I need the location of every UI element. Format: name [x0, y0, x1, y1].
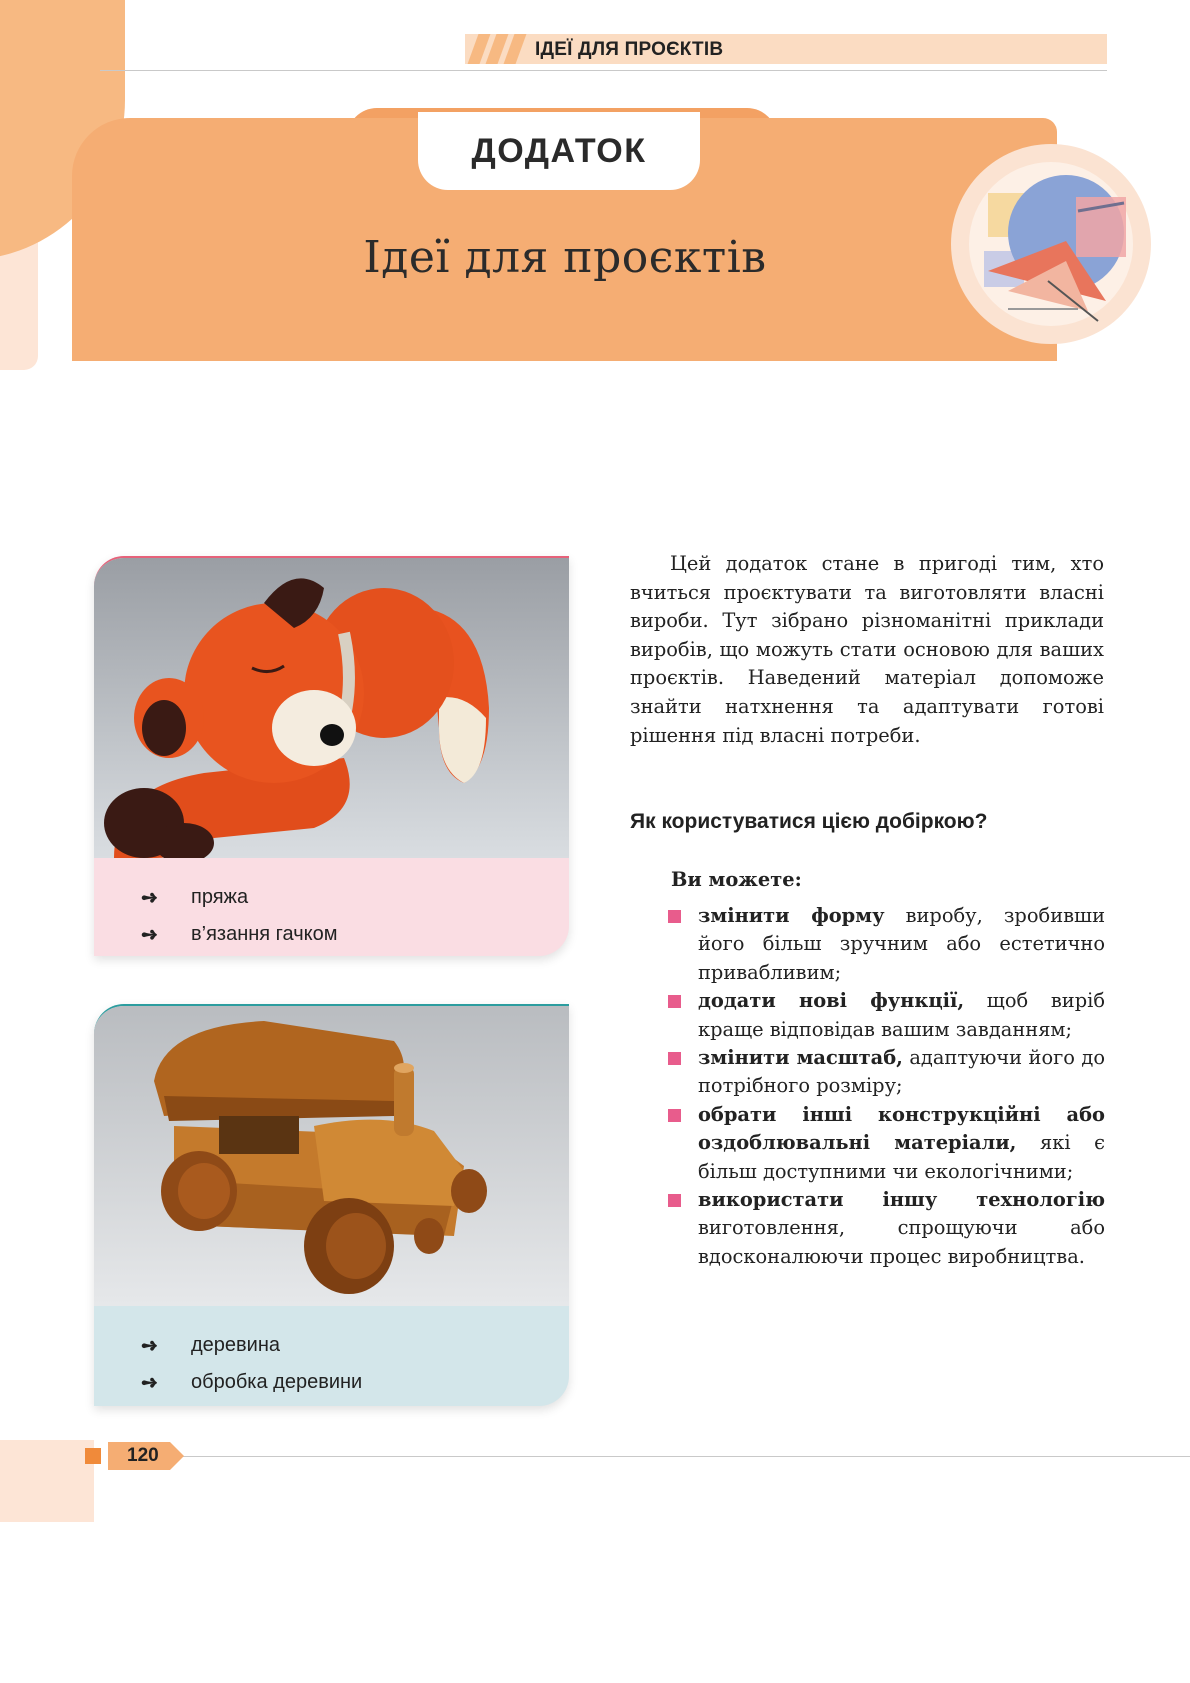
- list-item-emphasis: додати нові функції,: [698, 989, 965, 1013]
- list-item-label: в’язання гачком: [191, 923, 338, 945]
- square-bullet-icon: [668, 1109, 681, 1122]
- header-stripes-decoration: [465, 34, 535, 64]
- list-item-emphasis: використати іншу технологію: [698, 1188, 1105, 1212]
- list-item-label: деревина: [191, 1334, 281, 1356]
- running-header: [465, 34, 1107, 64]
- list-item-emphasis: обрати інші конструкційні або оздоблювальні матеріали,: [698, 1102, 1105, 1155]
- list-item: [668, 1044, 1105, 1101]
- arrow-icon: ➺: [141, 1335, 158, 1357]
- square-bullet-icon: [668, 910, 681, 923]
- list-item-text: виготовлення, спрощуючи або вдосконалюючи процес виробництва.: [698, 1216, 1105, 1268]
- list-item: [668, 1101, 1105, 1186]
- footer-square-icon: [85, 1448, 101, 1464]
- appendix-tab-label: ДОДАТОК: [418, 112, 700, 190]
- intro-paragraph: Цей додаток стане в пригоді тим, хто вчиться проєктувати та виготовляти власні вироби. Тут зібрано різноманітні приклади виробів, що можуть стати основою для ваших проєктів. Наведений матеріал допоможе знайти натхнення та адаптувати готові рішення під власні потреби.: [630, 552, 1104, 747]
- square-bullet-icon: [668, 1052, 681, 1065]
- list-item: [668, 1186, 1105, 1271]
- square-bullet-icon: [668, 995, 681, 1008]
- list-item-label: пряжа: [191, 886, 249, 908]
- list-item-emphasis: змінити масштаб,: [698, 1046, 903, 1070]
- list-item-emphasis: змінити форму: [698, 904, 885, 927]
- material-list: [141, 879, 337, 953]
- list-item-text: які є більш доступними чи екологічними;: [698, 1131, 1105, 1183]
- arrow-icon: ➺: [141, 924, 158, 946]
- material-list: [141, 1327, 362, 1401]
- arrow-icon: ➺: [141, 887, 158, 909]
- running-header-title: ІДЕЇ ДЛЯ ПРОЄКТІВ: [535, 39, 724, 60]
- section-heading: Як користуватися цією добіркою?: [630, 810, 988, 833]
- project-card-yarn: [94, 556, 569, 956]
- list-item: [141, 879, 337, 916]
- geometric-emblem-icon: [948, 141, 1154, 347]
- list-item: [141, 1364, 362, 1401]
- square-bullet-icon: [668, 1194, 681, 1207]
- footer-divider: [180, 1456, 1190, 1457]
- list-item: [141, 1327, 362, 1364]
- page-title: Ідеї для проєктів: [363, 232, 767, 283]
- list-item-text: виробу, зробивши його більш зручним або естетично привабливим;: [698, 904, 1105, 984]
- list-item-text: адаптуючи його до потрібного розміру;: [698, 1046, 1105, 1098]
- crochet-fox-photo: [94, 558, 569, 858]
- list-item-text: щоб виріб краще відповідав вашим завданням;: [698, 989, 1105, 1041]
- options-list: [668, 902, 1105, 1271]
- list-item: [668, 987, 1105, 1044]
- list-item: [668, 902, 1105, 987]
- wooden-truck-photo: [94, 1006, 569, 1306]
- header-divider: [100, 70, 1107, 71]
- arrow-icon: ➺: [141, 1372, 158, 1394]
- footer-decoration: [0, 1440, 94, 1522]
- list-item-label: обробка деревини: [191, 1371, 363, 1393]
- list-item: [141, 916, 337, 953]
- list-lead-in: Ви можете:: [671, 868, 802, 891]
- page-number: 120: [127, 1445, 159, 1466]
- project-card-wood: [94, 1004, 569, 1406]
